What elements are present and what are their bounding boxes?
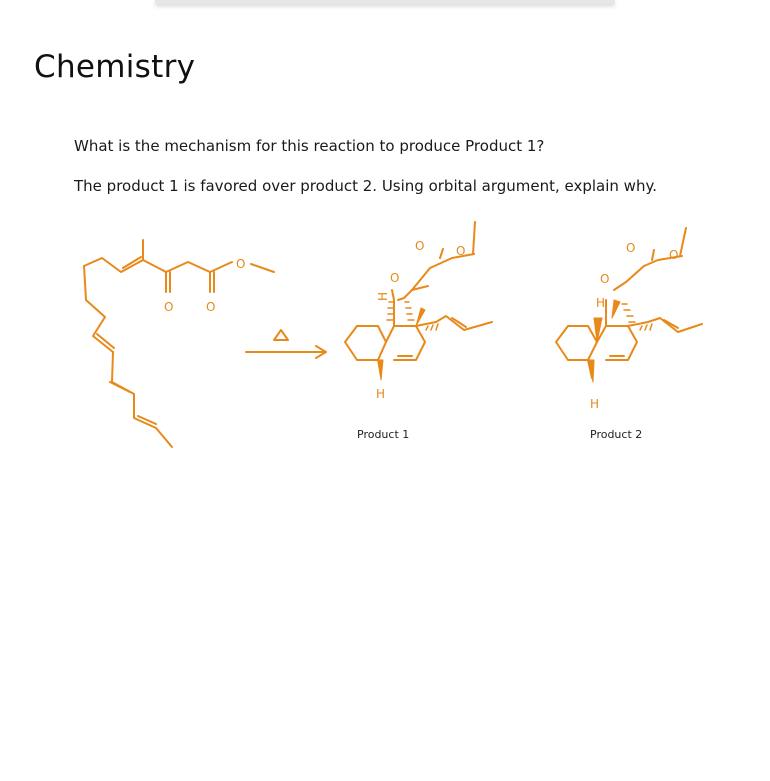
hydrogen-label: H <box>376 291 390 301</box>
hydrogen-label: H <box>376 387 386 401</box>
product-1-caption: Product 1 <box>357 428 410 441</box>
oxygen-label: O <box>164 300 174 314</box>
hydrogen-label: H <box>590 397 600 411</box>
product-2-caption: Product 2 <box>590 428 643 441</box>
page-title: Chemistry <box>34 49 196 85</box>
oxygen-label: O <box>669 248 679 262</box>
hydrogen-label: H <box>596 296 606 310</box>
question-mechanism: What is the mechanism for this reaction to produce Product 1? <box>74 137 545 155</box>
oxygen-label: O <box>456 244 466 258</box>
top-toolbar-edge <box>155 0 615 4</box>
oxygen-label: O <box>236 257 246 271</box>
oxygen-label: O <box>390 271 400 285</box>
reaction-scheme <box>0 200 770 460</box>
starting-material <box>84 240 274 447</box>
oxygen-label: O <box>600 272 610 286</box>
product-2-wedges <box>588 300 620 382</box>
oxygen-label: O <box>206 300 216 314</box>
question-orbital-argument: The product 1 is favored over product 2. Using orbital argument, explain why. <box>74 177 657 195</box>
oxygen-label: O <box>415 239 425 253</box>
oxygen-label: O <box>626 241 636 255</box>
reaction-arrow <box>246 330 326 358</box>
